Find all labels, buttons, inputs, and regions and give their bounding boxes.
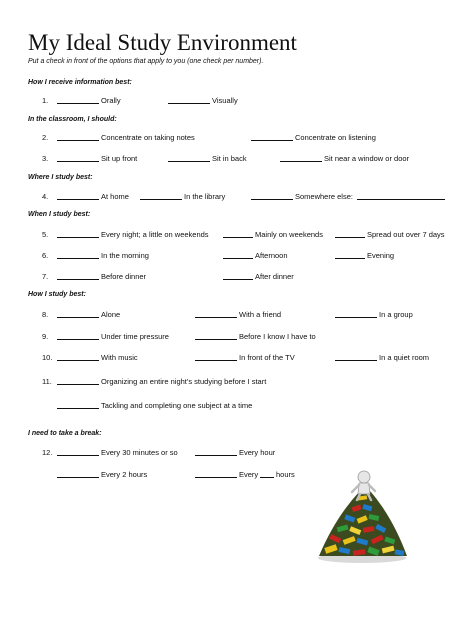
section-heading-when: When I study best:: [28, 211, 91, 218]
item-number: 1.: [42, 96, 49, 105]
item-number: 10.: [42, 353, 53, 362]
item-number: 7.: [42, 272, 49, 281]
option-label: Tackling and completing one subject at a time: [101, 401, 253, 410]
check-blank[interactable]: [168, 103, 210, 104]
check-blank[interactable]: [335, 258, 365, 259]
option-label: Every night; a little on weekends: [101, 230, 209, 239]
hours-write-in-field[interactable]: [260, 477, 274, 478]
option-label: Every hour: [239, 448, 276, 457]
section-heading-receive-information: How I receive information best:: [28, 79, 132, 86]
option-label: hours: [276, 470, 295, 479]
option-label: Sit near a window or door: [324, 154, 410, 163]
option-label: Orally: [101, 96, 121, 105]
check-blank[interactable]: [223, 258, 253, 259]
check-blank[interactable]: [57, 455, 99, 456]
item-number: 8.: [42, 310, 49, 319]
option-label: Sit up front: [101, 154, 138, 163]
check-blank[interactable]: [140, 199, 182, 200]
option-label: Every: [239, 470, 259, 479]
check-blank[interactable]: [57, 237, 99, 238]
check-blank[interactable]: [195, 360, 237, 361]
option-label: Every 30 minutes or so: [101, 448, 178, 457]
option-label: Somewhere else:: [295, 192, 353, 201]
option-label: Concentrate on taking notes: [101, 133, 195, 142]
check-blank[interactable]: [57, 339, 99, 340]
somewhere-else-write-in-field[interactable]: [357, 199, 445, 200]
option-label: Concentrate on listening: [295, 133, 376, 142]
check-blank[interactable]: [57, 384, 99, 385]
item-number: 3.: [42, 154, 49, 163]
check-blank[interactable]: [57, 360, 99, 361]
option-label: Organizing an entire night's studying before I start: [101, 377, 267, 386]
option-label: In a quiet room: [379, 353, 430, 362]
option-label: Afternoon: [255, 251, 288, 260]
option-label: Before dinner: [101, 272, 147, 281]
check-blank[interactable]: [335, 237, 365, 238]
option-label: With music: [101, 353, 138, 362]
check-blank[interactable]: [195, 455, 237, 456]
option-label: Alone: [101, 310, 121, 319]
check-blank[interactable]: [57, 408, 99, 409]
check-blank[interactable]: [335, 317, 377, 318]
section-heading-classroom: In the classroom, I should:: [28, 116, 117, 123]
option-label: With a friend: [239, 310, 282, 319]
check-blank[interactable]: [57, 161, 99, 162]
item-number: 2.: [42, 133, 49, 142]
option-label: After dinner: [255, 272, 294, 281]
check-blank[interactable]: [168, 161, 210, 162]
option-label: Every 2 hours: [101, 470, 148, 479]
check-blank[interactable]: [280, 161, 322, 162]
check-blank[interactable]: [251, 140, 293, 141]
item-number: 5.: [42, 230, 49, 239]
page-title: My Ideal Study Environment: [28, 30, 297, 55]
option-label: In the library: [184, 192, 226, 201]
section-heading-how: How I study best:: [28, 291, 86, 298]
item-number: 9.: [42, 332, 49, 341]
item-number: 11.: [42, 377, 52, 386]
option-label: At home: [101, 192, 129, 201]
check-blank[interactable]: [223, 237, 253, 238]
option-label: In a group: [379, 310, 413, 319]
option-label: Sit in back: [212, 154, 247, 163]
check-blank[interactable]: [195, 477, 237, 478]
check-blank[interactable]: [195, 317, 237, 318]
check-blank[interactable]: [251, 199, 293, 200]
item-number: 4.: [42, 192, 49, 201]
option-label: In front of the TV: [239, 353, 295, 362]
option-label: Mainly on weekends: [255, 230, 323, 239]
option-label: In the morning: [101, 251, 149, 260]
section-heading-break: I need to take a break:: [28, 430, 102, 437]
check-blank[interactable]: [335, 360, 377, 361]
option-label: Visually: [212, 96, 238, 105]
check-blank[interactable]: [57, 477, 99, 478]
option-label: Before I know I have to: [239, 332, 316, 341]
book-pile-illustration: [315, 468, 410, 564]
check-blank[interactable]: [223, 279, 253, 280]
check-blank[interactable]: [57, 103, 99, 104]
check-blank[interactable]: [57, 199, 99, 200]
check-blank[interactable]: [57, 258, 99, 259]
check-blank[interactable]: [195, 339, 237, 340]
check-blank[interactable]: [57, 279, 99, 280]
option-label: Spread out over 7 days: [367, 230, 445, 239]
instructions: Put a check in front of the options that apply to you (one check per number).: [28, 58, 264, 65]
section-heading-where: Where I study best:: [28, 174, 93, 181]
option-label: Under time pressure: [101, 332, 169, 341]
item-number: 6.: [42, 251, 49, 260]
option-label: Evening: [367, 251, 395, 260]
check-blank[interactable]: [57, 140, 99, 141]
item-number: 12.: [42, 448, 53, 457]
check-blank[interactable]: [57, 317, 99, 318]
